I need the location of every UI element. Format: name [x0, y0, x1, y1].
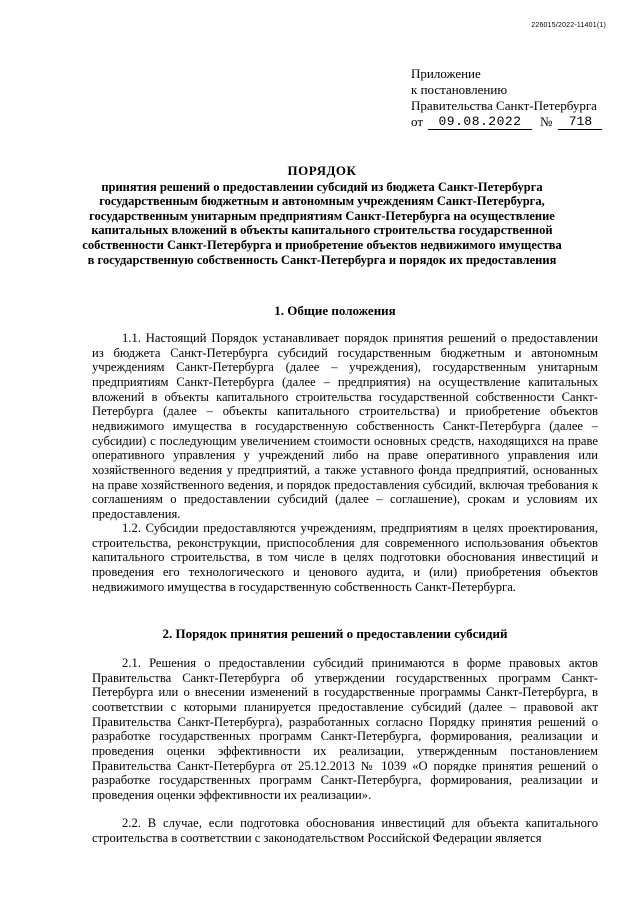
document-subtitle: принятия решений о предоставлении субсидий из бюджета Санкт-Петербурга государственным бюджетным и автономным учреждениям Санкт-Петербурга, государственным унитарным предприятиям Санкт-Петербурга на осуществление капитальных вложений в объекты капитального строительства государственной собственности Санкт-Петербурга и приобретение объектов недвижимого имущества в государственную собственность Санкт-Петербурга и порядок их предоставления: [82, 179, 562, 267]
appendix-line-1: Приложение: [411, 66, 481, 81]
title-block: [80, 164, 564, 267]
appendix-dateline: [411, 114, 602, 130]
appendix-block: [411, 66, 602, 130]
decree-number: 718: [558, 115, 602, 130]
section-2-heading: 2. Порядок принятия решений о предоставлении субсидий: [162, 626, 508, 641]
paragraph-2-2: 2.2. В случае, если подготовка обоснования инвестиций для объекта капитального строительства в соответствии с законодательством Российской Федерации является: [92, 816, 598, 845]
from-label: от: [411, 114, 424, 129]
appendix-line-3: Правительства Санкт-Петербурга: [411, 98, 597, 113]
section-1-heading: 1. Общие положения: [274, 303, 396, 318]
paragraph-2-1: 2.1. Решения о предоставлении субсидий принимаются в форме правовых актов Правительства Санкт-Петербурга об утверждении государственных программ Санкт-Петербурга или о внесении изменений в государственные программы Санкт-Петербурга, в соответствии с которыми планируется предоставление субсидий (далее – правовой акт Правительства Санкт-Петербурга), разработанных согласно Порядку принятия решений о разработке государственных программ Санкт-Петербурга, формирования, реализации и проведения оценки эффективности их реализации, утвержденным постановлением Правительства Санкт-Петербурга от 25.12.2013 № 1039 «О порядке принятия решений о разработке государственных программ Санкт-Петербурга, формирования, реализации и проведения оценки эффективности их реализации».: [92, 656, 598, 802]
decree-date: 09.08.2022: [428, 115, 532, 130]
paragraph-1-2: 1.2. Субсидии предоставляются учреждениям, предприятиям в целях проектирования, строительства, реконструкции, приспособления для современного использования объектов капитального строительства, в том числе в целях подготовки обоснования инвестиций и проведения его технологического и ценового аудита, и (или) приобретения объектов недвижимого имущества в государственную собственность Санкт-Петербурга.: [92, 521, 598, 594]
document-id: 226015/2022-11401(1): [531, 22, 606, 29]
paragraph-1-1: 1.1. Настоящий Порядок устанавливает порядок принятия решений о предоставлении из бюджета Санкт-Петербурга субсидий государственным бюджетным и автономным учреждениям Санкт-Петербурга (далее – учреждения), государственным унитарным предприятиям Санкт-Петербурга (далее – предприятия) на осуществление капитальных вложений в объекты капитального строительства государственной собственности Санкт-Петербурга (далее – объекты капитального строительства) и приобретение объектов недвижимого имущества в государственную собственность Санкт-Петербурга (далее – субсидии) с последующим увеличением стоимости основных средств, находящихся на праве оперативного управления у учреждений либо на праве оперативного управления или хозяйственного ведения у предприятий, а также уставного фонда предприятий, основанных на праве хозяйственного ведения, и порядок предоставления субсидий, включая требования к соглашениям о предоставлении субсидий (далее – соглашение), срокам и условиям их предоставления.: [92, 331, 598, 521]
appendix-line-2: к постановлению: [411, 82, 508, 97]
document-title: ПОРЯДОК: [287, 163, 357, 178]
number-sign: №: [540, 114, 553, 129]
